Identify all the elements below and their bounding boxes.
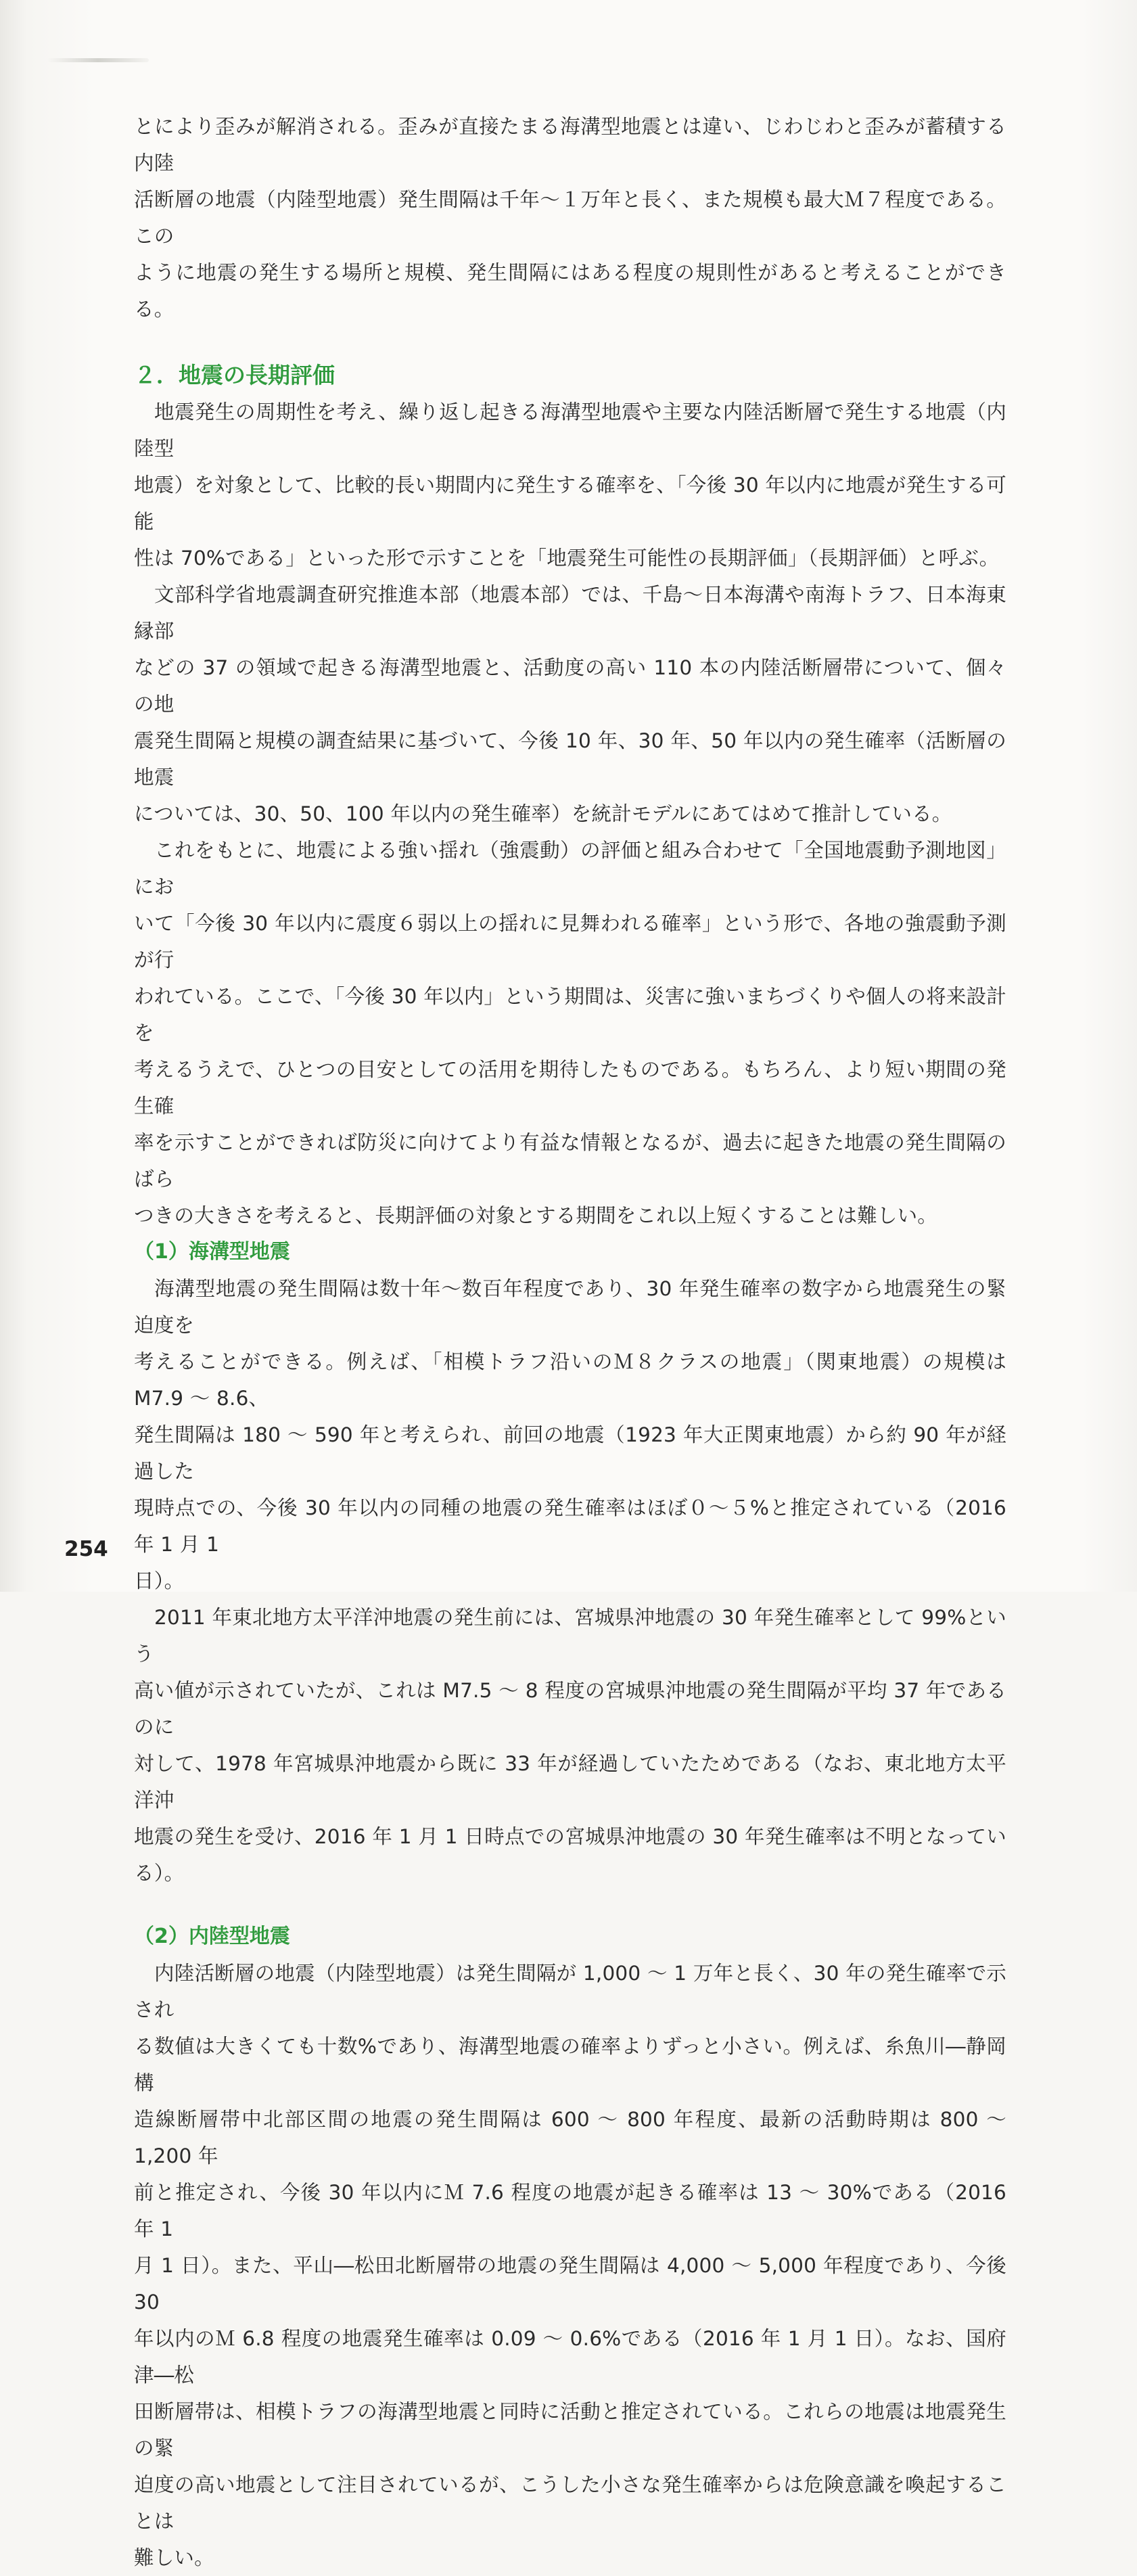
subsection-heading-inland-earthquake: （2）内陸型地震 [134, 1925, 290, 1948]
paragraph: 内陸活断層の地震（内陸型地震）は発生間隔が 1,000 ～ 1 万年と長く、30 年の発生確率で示され る数値は大きくても十数%であり、海溝型地震の確率よりずっと小さい。例えば、糸魚川―静岡構 造線断層帯中北部区間の地震の発生間隔は 600 ～ 800 年程度、最新の活動時期は 800 ～ 1,200 年 前と推定され、今後 30 年以内にＭ 7.6 程度の地震が起きる確率は 13 ～ 30%である（2016 年 1 月 1 日）。また、平山―松田北断層帯の地震の発生間隔は 4,000 ～ 5,000 年程度であり、今後 30 年以内のＭ 6.8 程度の地震発生確率は 0.09 ～ 0.6%である（2016 年 1 月 1 日）。なお、国府津―松 田断層帯は、相模トラフの海溝型地震と同時に活動と推定されている。これらの地震は地震発生の緊 迫度の高い地震として注目されているが、こうした小さな発生確率からは危険意識を喚起することは 難しい。 [134, 1962, 1006, 2569]
intro-paragraph: とにより歪みが解消される。歪みが直接たまる海溝型地震とは違い、じわじわと歪みが蓄積する内陸 活断層の地震（内陸型地震）発生間隔は千年～１万年と長く、また規模も最大Ｍ７程度である。この ように地震の発生する場所と規模、発生間隔にはある程度の規則性があると考えることができる。 [134, 115, 1006, 321]
paragraph: 文部科学省地震調査研究推進本部（地震本部）では、千島～日本海溝や南海トラフ、日本海東縁部 などの 37 の領域で起きる海溝型地震と、活動度の高い 110 本の内陸活断層帯について、個々の地 震発生間隔と規模の調査結果に基づいて、今後 10 年、30 年、50 年以内の発生確率（活断層の地震 については、30、50、100 年以内の発生確率）を統計モデルにあてはめて推計している。 [134, 583, 1006, 825]
paragraph: 2011 年東北地方太平洋沖地震の発生前には、宮城県沖地震の 30 年発生確率として 99%という 高い値が示されていたが、これは M7.5 ～ 8 程度の宮城県沖地震の発生間隔が平均 37 年であるのに 対して、1978 年宮城県沖地震から既に 33 年が経過していたためである（なお、東北地方太平洋沖 地震の発生を受け、2016 年 1 月 1 日時点での宮城県沖地震の 30 年発生確率は不明となっている）。 [134, 1606, 1006, 1885]
section-heading-long-term-evaluation: ２．地震の長期評価 [134, 362, 335, 388]
paragraph: 地震発生の周期性を考え、繰り返し起きる海溝型地震や主要な内陸活断層で発生する地震（内陸型 地震）を対象として、比較的長い期間内に発生する確率を、「今後 30 年以内に地震が発生する可能 性は 70%である」といった形で示すことを「地震発生可能性の長期評価」（長期評価）と呼ぶ。 [134, 400, 1006, 570]
running-header-mark [47, 58, 149, 62]
paragraph: 海溝型地震の発生間隔は数十年～数百年程度であり、30 年発生確率の数字から地震発生の緊迫度を 考えることができる。例えば、「相模トラフ沿いのＭ８クラスの地震」（関東地震）の規模は M7.9 ～ 8.6、 発生間隔は 180 ～ 590 年と考えられ、前回の地震（1923 年大正関東地震）から約 90 年が経過した 現時点での、今後 30 年以内の同種の地震の発生確率はほぼ０～５%と推定されている（2016 年 1 月 1 日）。 [134, 1277, 1006, 1592]
paragraph: これをもとに、地震による強い揺れ（強震動）の評価と組み合わせて「全国地震動予測地図」にお いて「今後 30 年以内に震度６弱以上の揺れに見舞われる確率」という形で、各地の強震動予測が行 われている。ここで、「今後 30 年以内」という期間は、災害に強いまちづくりや個人の将来設計を 考えるうえで、ひとつの目安としての活用を期待したものである。もちろん、より短い期間の発生確 率を示すことができれば防災に向けてより有益な情報となるが、過去に起きた地震の発生間隔のばら つきの大きさを考えると、長期評価の対象とする期間をこれ以上短くすることは難しい。 [134, 839, 1006, 1227]
page-content [134, 108, 1006, 2576]
page-number: 254 [64, 1537, 108, 1561]
subsection-heading-trench-earthquake: （1）海溝型地震 [134, 1240, 290, 1264]
